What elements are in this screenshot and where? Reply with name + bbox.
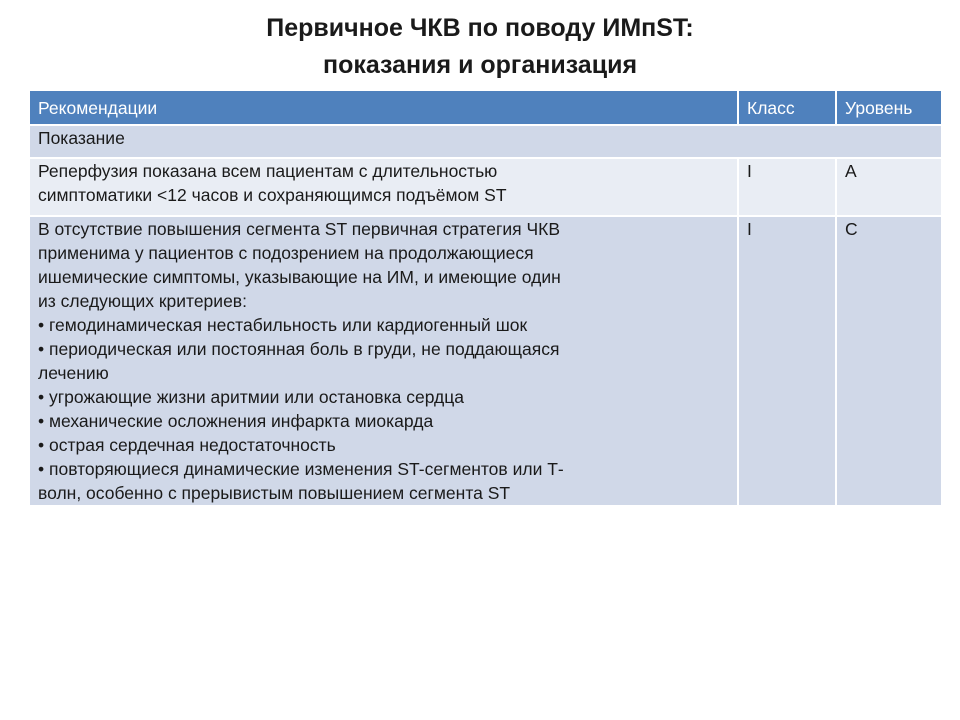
level-cell: A <box>836 158 942 216</box>
text-line: из следующих критериев: <box>38 291 247 311</box>
table-row <box>29 216 942 506</box>
bullet-line: • периодическая или постоянная боль в груди, не поддающаяся <box>38 339 560 359</box>
header-recommendations: Рекомендации <box>29 90 738 125</box>
level-cell: C <box>836 216 942 506</box>
text-line: волн, особенно с прерывистым повышением сегмента ST <box>38 483 511 503</box>
table-row <box>29 158 942 216</box>
header-level: Уровень <box>836 90 942 125</box>
slide-title-line-2: показания и организация <box>322 51 638 79</box>
recommendations-table <box>28 89 943 507</box>
bullet-line: • повторяющиеся динамические изменения ST-сегментов или Т- <box>38 459 564 479</box>
bullet-line: • гемодинамическая нестабильность или кардиогенный шок <box>38 315 528 335</box>
section-label: Показание <box>29 125 942 158</box>
text-line: Реперфузия показана всем пациентам с длительностью <box>38 161 498 181</box>
bullet-line: • острая сердечная недостаточность <box>38 435 336 455</box>
recommendation-text <box>29 158 738 216</box>
bullet-line: • угрожающие жизни аритмии или остановка сердца <box>38 387 464 407</box>
text-line: применима у пациентов с подозрением на продолжающиеся <box>38 243 534 263</box>
slide-title-line-1: Первичное ЧКВ по поводу ИМпST: <box>266 14 694 42</box>
section-row <box>29 125 942 158</box>
recommendation-text <box>29 216 738 506</box>
bullet-line: • механические осложнения инфаркта миокарда <box>38 411 434 431</box>
slide-title <box>0 10 960 84</box>
class-cell: I <box>738 158 836 216</box>
text-line: лечению <box>38 363 109 383</box>
text-line: симптоматики <12 часов и сохраняющимся подъёмом ST <box>38 185 507 205</box>
text-line: ишемические симптомы, указывающие на ИМ, и имеющие один <box>38 267 561 287</box>
class-cell: I <box>738 216 836 506</box>
table-header-row <box>29 90 942 125</box>
text-line: В отсутствие повышения сегмента ST первичная стратегия ЧКВ <box>38 219 560 239</box>
header-class: Класс <box>738 90 836 125</box>
